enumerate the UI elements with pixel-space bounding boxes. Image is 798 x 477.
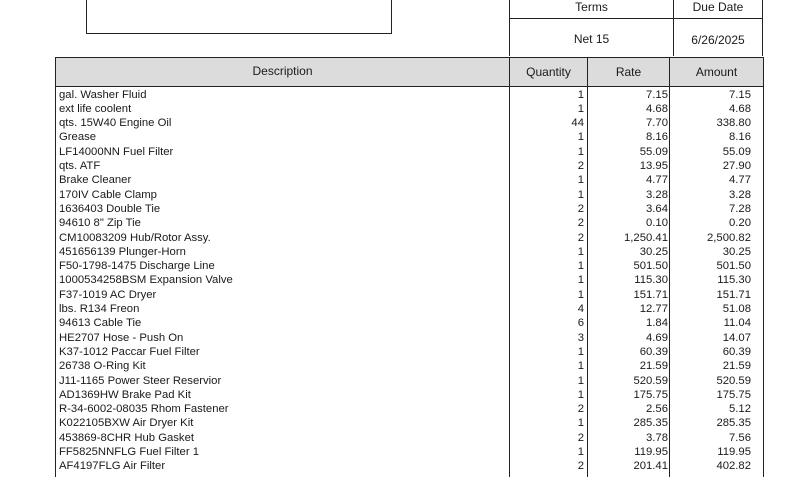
row-rate: 60.39: [639, 345, 668, 358]
table-row: [0, 130, 798, 144]
row-amount: 402.82: [716, 460, 751, 473]
row-quantity: 1: [577, 145, 584, 158]
row-quantity: 1: [577, 131, 584, 144]
row-description: LF14000NN Fuel Filter: [59, 145, 174, 158]
row-description: gal. Washer Fluid: [59, 88, 147, 101]
row-quantity: 1: [577, 360, 584, 373]
terms-label: Terms: [575, 0, 608, 14]
row-quantity: 44: [571, 117, 584, 130]
table-row: [0, 231, 798, 245]
row-quantity: 2: [577, 231, 584, 244]
row-description: HE2707 Hose - Push On: [59, 331, 184, 344]
row-rate: 3.64: [646, 202, 668, 215]
row-amount: 7.28: [729, 202, 751, 215]
column-header-quantity: Quantity: [526, 65, 571, 79]
table-row: [0, 288, 798, 302]
table-row: [0, 331, 798, 345]
row-description: K37-1012 Paccar Fuel Filter: [59, 345, 200, 358]
row-quantity: 1: [577, 188, 584, 201]
table-row: [0, 216, 798, 230]
row-amount: 30.25: [722, 245, 751, 258]
row-rate: 3.78: [646, 431, 668, 444]
row-amount: 21.59: [722, 360, 751, 373]
row-rate: 1.84: [646, 317, 668, 330]
row-rate: 175.75: [633, 388, 668, 401]
row-amount: 119.95: [717, 446, 751, 458]
row-rate: 4.68: [646, 102, 668, 115]
row-quantity: 6: [577, 317, 584, 330]
row-description: lbs. R134 Freon: [59, 303, 140, 315]
row-description: 94613 Cable Tie: [59, 317, 142, 330]
row-quantity: 2: [577, 217, 584, 230]
table-row: [0, 388, 798, 402]
table-row: [0, 402, 798, 416]
row-quantity: 1: [577, 446, 584, 458]
table-row: [0, 88, 798, 102]
row-rate: 12.77: [639, 303, 668, 315]
row-description: AD1369HW Brake Pad Kit: [59, 388, 191, 401]
table-row: [0, 316, 798, 330]
row-amount: 55.09: [722, 145, 751, 158]
table-row: [0, 173, 798, 187]
row-quantity: 1: [577, 245, 584, 258]
table-row: [0, 188, 798, 202]
row-description: qts. ATF: [59, 160, 101, 172]
row-rate: 2.56: [646, 403, 668, 416]
row-rate: 55.09: [639, 145, 668, 158]
row-rate: 520.59: [633, 374, 668, 387]
row-description: ext life coolent: [59, 102, 132, 115]
row-description: AF4197FLG Air Filter: [59, 460, 166, 473]
row-rate: 3.28: [646, 188, 668, 201]
row-rate: 115.30: [634, 274, 668, 287]
table-row: [0, 202, 798, 216]
due-date-label: Due Date: [692, 0, 744, 14]
row-quantity: 1: [577, 288, 584, 301]
table-row: [0, 273, 798, 287]
column-header-description: Description: [252, 64, 313, 78]
row-description: J11-1165 Power Steer Reservior: [59, 374, 222, 387]
column-header-rate: Rate: [615, 65, 642, 79]
table-row: [0, 345, 798, 359]
row-description: Brake Cleaner: [59, 174, 132, 187]
due-date-value: 6/26/2025: [691, 33, 745, 47]
row-rate: 21.59: [639, 360, 668, 373]
row-amount: 5.12: [729, 403, 751, 416]
row-rate: 7.15: [646, 88, 668, 101]
row-description: 453869-8CHR Hub Gasket: [59, 431, 195, 444]
row-description: CM10083209 Hub/Rotor Assy.: [59, 231, 211, 244]
row-amount: 520.59: [716, 374, 751, 387]
row-amount: 14.07: [722, 331, 751, 344]
row-amount: 115.30: [717, 274, 751, 287]
row-quantity: 1: [577, 374, 584, 387]
terms-value: Net 15: [573, 32, 610, 46]
row-description: Grease: [59, 131, 97, 144]
row-amount: 175.75: [716, 388, 751, 401]
row-description: 451656139 Plunger-Horn: [59, 245, 186, 258]
table-row: [0, 145, 798, 159]
row-quantity: 1: [577, 417, 584, 430]
row-description: 94610 8" Zip Tie: [59, 217, 141, 230]
row-rate: 1,250.41: [624, 231, 668, 244]
row-quantity: 2: [577, 202, 584, 215]
table-row: [0, 116, 798, 130]
row-amount: 285.35: [716, 417, 751, 430]
table-row: [0, 359, 798, 373]
row-quantity: 2: [577, 160, 584, 172]
table-row: [0, 431, 798, 445]
row-amount: 7.15: [729, 88, 751, 101]
row-amount: 27.90: [722, 160, 751, 172]
row-description: 26738 O-Ring Kit: [59, 360, 146, 373]
row-quantity: 1: [577, 88, 584, 101]
row-amount: 338.80: [716, 117, 751, 130]
table-row: [0, 245, 798, 259]
row-description: R-34-6002-08035 Rhom Fastener: [59, 403, 229, 416]
row-quantity: 1: [577, 274, 584, 287]
row-amount: 60.39: [722, 345, 751, 358]
row-amount: 7.56: [729, 431, 751, 444]
row-amount: 501.50: [716, 260, 751, 273]
row-amount: 151.71: [716, 288, 751, 301]
table-row: [0, 459, 798, 473]
table-row: [0, 374, 798, 388]
row-rate: 4.77: [646, 174, 668, 187]
row-rate: 285.35: [633, 417, 668, 430]
table-row: [0, 302, 798, 316]
row-amount: 0.20: [729, 217, 751, 230]
row-amount: 51.08: [722, 303, 751, 315]
row-description: FF5825NNFLG Fuel Filter 1: [59, 446, 199, 458]
row-rate: 151.71: [633, 288, 668, 301]
row-quantity: 3: [577, 331, 584, 344]
row-description: 1636403 Double Tie: [59, 202, 161, 215]
row-description: 170IV Cable Clamp: [59, 188, 157, 201]
row-quantity: 1: [577, 345, 584, 358]
row-amount: 8.16: [729, 131, 751, 144]
row-quantity: 2: [577, 431, 584, 444]
row-description: F37-1019 AC Dryer: [59, 288, 157, 301]
row-rate: 119.95: [634, 446, 668, 458]
row-amount: 2,500.82: [707, 231, 751, 244]
row-amount: 11.04: [723, 317, 751, 330]
row-quantity: 1: [577, 260, 584, 273]
row-quantity: 1: [577, 102, 584, 115]
row-description: 1000534258BSM Expansion Valve: [59, 274, 233, 287]
row-description: F50-1798-1475 Discharge Line: [59, 260, 215, 273]
row-rate: 13.95: [639, 160, 668, 172]
row-quantity: 2: [577, 403, 584, 416]
row-rate: 4.69: [646, 331, 668, 344]
row-amount: 3.28: [729, 188, 751, 201]
row-rate: 7.70: [646, 117, 668, 130]
row-amount: 4.77: [729, 174, 751, 187]
row-rate: 501.50: [633, 260, 668, 273]
row-description: qts. 15W40 Engine Oil: [59, 117, 172, 130]
row-rate: 8.16: [646, 131, 668, 144]
row-rate: 30.25: [639, 245, 668, 258]
row-rate: 0.10: [646, 217, 668, 230]
row-quantity: 1: [577, 174, 584, 187]
table-row: [0, 159, 798, 173]
column-header-amount: Amount: [695, 65, 738, 79]
row-rate: 201.41: [633, 460, 668, 473]
table-row: [0, 445, 798, 459]
row-quantity: 1: [577, 388, 584, 401]
row-amount: 4.68: [729, 102, 751, 115]
row-quantity: 2: [577, 460, 584, 473]
table-row: [0, 102, 798, 116]
row-description: K022105BXW Air Dryer Kit: [59, 417, 194, 430]
row-quantity: 4: [577, 303, 584, 315]
table-row: [0, 259, 798, 273]
table-row: [0, 416, 798, 430]
